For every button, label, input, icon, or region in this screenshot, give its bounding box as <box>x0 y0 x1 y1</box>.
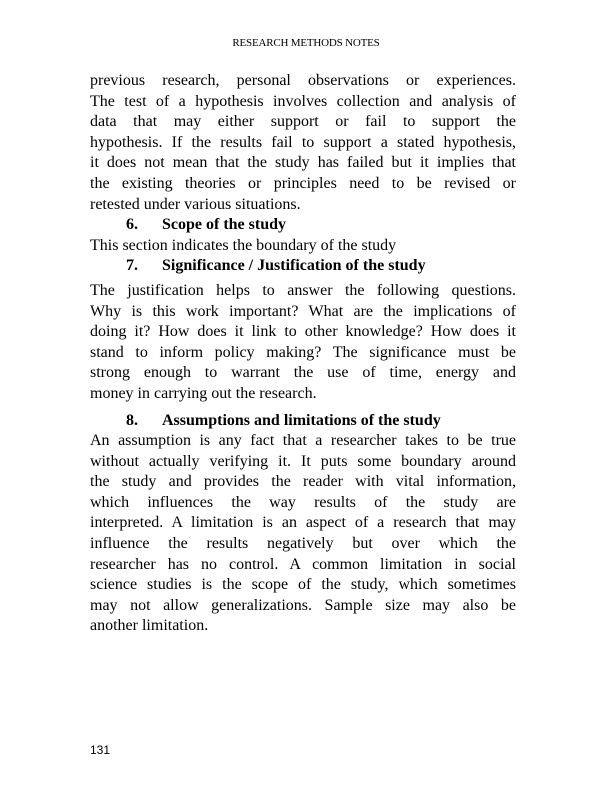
page-number: 131 <box>90 743 111 757</box>
section-title: Assumptions and limitations of the study <box>162 411 441 429</box>
page-body <box>90 71 516 637</box>
section-number: 8. <box>126 411 138 429</box>
text-line: previous research, personal observations or experiences. <box>90 72 516 89</box>
text-line: which influences the way results of the study are <box>90 493 516 511</box>
text-line: science studies is the scope of the study, which sometimes <box>90 576 516 594</box>
text-line: influence the results negatively but over which the <box>90 535 516 553</box>
section-heading-scope <box>90 215 516 236</box>
text-line: retested under various situations. <box>90 195 301 213</box>
text-line: The test of a hypothesis involves collection and analysis of <box>90 92 516 110</box>
text-line: money in carrying out the research. <box>90 384 317 402</box>
section-number: 7. <box>126 257 138 275</box>
text-line: another limitation. <box>90 617 209 635</box>
text-line: hypothesis. If the results fail to support a stated hypothesis, <box>90 133 516 151</box>
text-line: may not allow generalizations. Sample size may also be <box>90 596 516 614</box>
intro-paragraph <box>90 71 516 215</box>
text-line: doing it? How does it link to other knowledge? How does it <box>90 323 516 341</box>
text-line: interpreted. A limitation is an aspect of a research that may <box>90 514 516 532</box>
text-line: data that may either support or fail to support the <box>90 113 516 131</box>
text-line: without actually verifying it. It puts some boundary around <box>90 452 516 470</box>
running-header: RESEARCH METHODS NOTES <box>232 37 380 49</box>
section-heading-significance <box>90 256 516 277</box>
section-title: Significance / Justification of the study <box>162 257 426 275</box>
text-line: it does not mean that the study has failed but it implies that <box>90 154 516 172</box>
text-line: An assumption is any fact that a researcher takes to be true <box>90 432 516 450</box>
section-paragraph-scope <box>90 236 516 257</box>
text-line: researcher has no control. A common limitation in social <box>90 555 516 573</box>
text-line: strong enough to warrant the use of time, energy and <box>90 364 516 382</box>
text-line: This section indicates the boundary of the study <box>90 236 397 254</box>
text-line: The justification helps to answer the following questions. <box>90 281 516 299</box>
section-heading-assumptions <box>90 411 516 432</box>
section-paragraph-significance <box>90 281 516 405</box>
text-line: stand to inform policy making? The significance must be <box>90 343 516 361</box>
text-line: the study and provides the reader with vital information, <box>90 473 516 491</box>
text-line: Why is this work important? What are the implications of <box>90 302 516 320</box>
section-title: Scope of the study <box>162 216 287 234</box>
text-line: the existing theories or principles need to be revised or <box>90 174 516 192</box>
section-paragraph-assumptions <box>90 431 516 637</box>
section-number: 6. <box>126 216 138 234</box>
